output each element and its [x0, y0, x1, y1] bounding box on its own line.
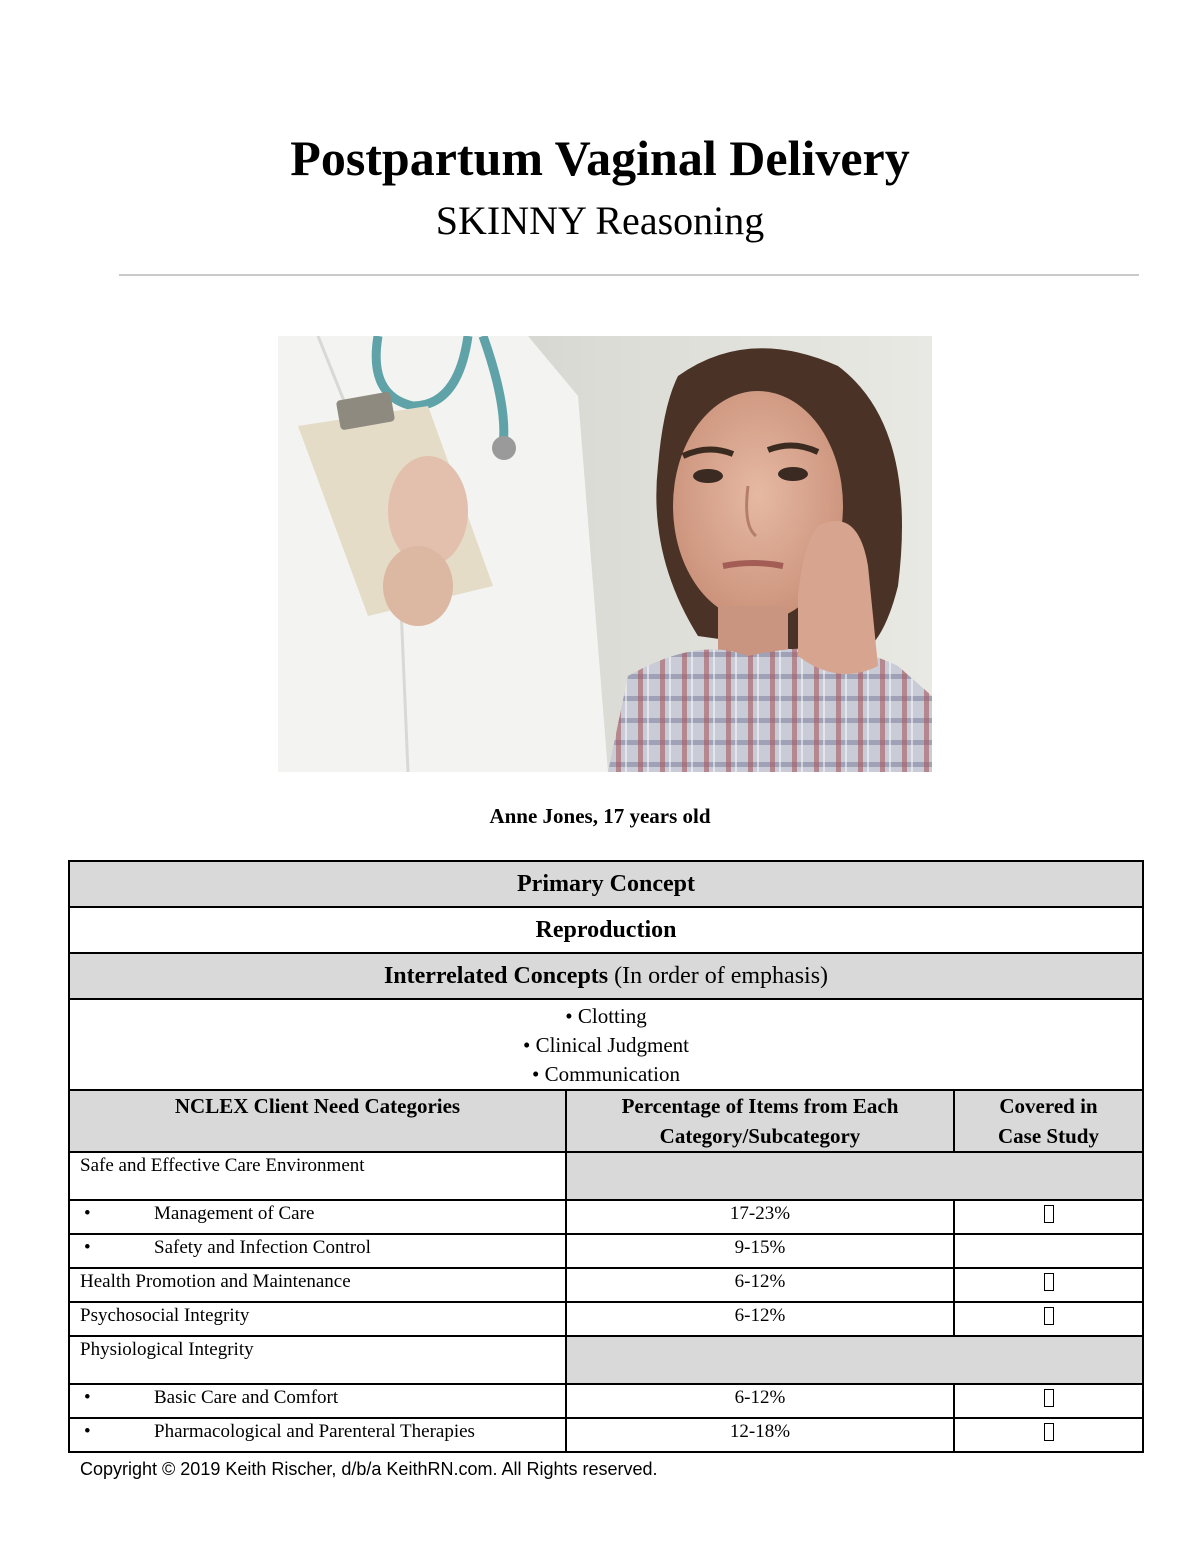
bullet-marker: • [84, 1421, 91, 1442]
concept-table [68, 860, 1144, 1453]
checkbox-glyph-icon [1044, 1273, 1054, 1291]
percentage-cell: 12-18% [566, 1418, 954, 1452]
percentage-cell: 6-12% [566, 1268, 954, 1302]
patient-photo [278, 336, 932, 772]
interrelated-note: (In order of emphasis) [614, 962, 829, 989]
copyright-notice: Copyright © 2019 Keith Rischer, d/b/a KeithRN.com. All Rights reserved. [80, 1459, 658, 1479]
category-label [69, 1268, 566, 1302]
percentage-cell: 6-12% [566, 1384, 954, 1418]
category-label [69, 1418, 566, 1452]
category-label [69, 1336, 566, 1384]
table-row [69, 1152, 1143, 1200]
col-header-covered [954, 1090, 1143, 1152]
page-title: Postpartum Vaginal Delivery [290, 130, 910, 186]
percentage-cell: 17-23% [566, 1200, 954, 1234]
page-subtitle: SKINNY Reasoning [435, 198, 765, 243]
category-label [69, 1384, 566, 1418]
category-text: Psychosocial Integrity [80, 1305, 250, 1326]
col-header-categories: NCLEX Client Need Categories [69, 1090, 566, 1152]
covered-cell [954, 1200, 1143, 1234]
covered-cell [954, 1234, 1143, 1268]
concept-item: • Clotting [565, 1004, 647, 1028]
category-text: Safety and Infection Control [154, 1237, 371, 1258]
primary-concept-header: Primary Concept [69, 861, 1143, 907]
interrelated-concepts-header [69, 953, 1143, 999]
category-text: Pharmacological and Parenteral Therapies [154, 1421, 475, 1442]
percentage-cell: 9-15% [566, 1234, 954, 1268]
table-row [69, 1302, 1143, 1336]
title-divider [119, 274, 1139, 276]
bullet-marker: • [84, 1203, 91, 1224]
category-text: Safe and Effective Care Environment [80, 1155, 365, 1176]
col-header-percentage-line1: Percentage of Items from Each [621, 1094, 899, 1118]
section-shading [566, 1336, 1143, 1384]
category-label [69, 1302, 566, 1336]
col-header-covered-line1: Covered in [999, 1094, 1098, 1118]
table-row [69, 1384, 1143, 1418]
checkbox-glyph-icon [1044, 1307, 1054, 1325]
interrelated-concepts-list [69, 999, 1143, 1090]
bullet-marker: • [84, 1237, 91, 1258]
section-shading [566, 1152, 1143, 1200]
checkbox-glyph-icon [1044, 1205, 1054, 1223]
primary-concept-value: Reproduction [69, 907, 1143, 953]
checkbox-glyph-icon [1044, 1423, 1054, 1441]
table-row [69, 1234, 1143, 1268]
category-label [69, 1152, 566, 1200]
bullet-marker: • [84, 1387, 91, 1408]
col-header-covered-line2: Case Study [998, 1124, 1099, 1148]
category-text: Management of Care [154, 1203, 315, 1224]
interrelated-label: Interrelated Concepts [383, 962, 609, 989]
category-text: Basic Care and Comfort [154, 1387, 339, 1408]
covered-cell [954, 1384, 1143, 1418]
table-row [69, 1200, 1143, 1234]
concept-item: • Communication [532, 1062, 680, 1086]
percentage-cell: 6-12% [566, 1302, 954, 1336]
covered-cell [954, 1418, 1143, 1452]
category-label [69, 1200, 566, 1234]
category-text: Physiological Integrity [80, 1339, 254, 1360]
table-row [69, 1336, 1143, 1384]
covered-cell [954, 1302, 1143, 1336]
category-label [69, 1234, 566, 1268]
category-text: Health Promotion and Maintenance [80, 1271, 351, 1292]
concept-item: • Clinical Judgment [522, 1033, 689, 1057]
checkbox-glyph-icon [1044, 1389, 1054, 1407]
patient-caption: Anne Jones, 17 years old [489, 804, 711, 828]
col-header-percentage-line2: Category/Subcategory [659, 1124, 861, 1148]
col-header-percentage [566, 1090, 954, 1152]
covered-cell [954, 1268, 1143, 1302]
table-row [69, 1268, 1143, 1302]
table-row [69, 1418, 1143, 1452]
